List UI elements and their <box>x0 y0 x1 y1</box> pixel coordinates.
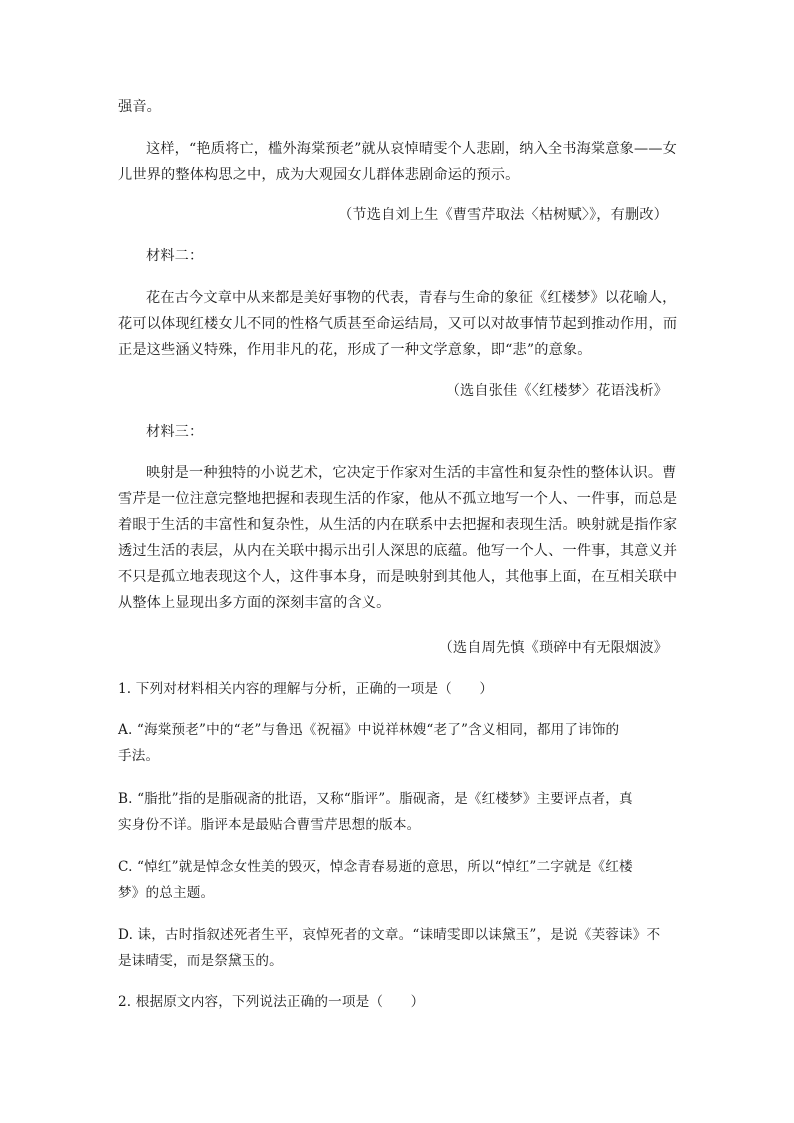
paragraph-line: 雪芹是一位注意完整地把握和表现生活的作家，他从不孤立地写一个人、一件事，而总是 <box>118 491 678 507</box>
option-d: D. 诔，古时指叙述死者生平，哀悼死者的文章。“诔晴雯即以诔黛玉”，是说《芙蓉诔》不 <box>118 927 661 943</box>
paragraph-line: 花可以体现红楼女儿不同的性格气质甚至命运结局，又可以对故事情节起到推动作用，而 <box>118 316 678 332</box>
paragraph-line: 这样，“艳质将亡，槛外海棠预老”就从哀悼晴雯个人悲剧，纳入全书海棠意象——女 <box>146 141 677 157</box>
paragraph-line: 透过生活的表层，从内在关联中揭示出引人深思的底蕴。他写一个人、一件事，其意义并 <box>118 543 678 559</box>
paragraph-line: 映射是一种独特的小说艺术，它决定于作家对生活的丰富性和复杂性的整体认识。曹 <box>146 465 677 481</box>
paragraph-line: 不只是孤立地表现这个人，这件事本身，而是映射到其他人，其他事上面，在互相关联中 <box>118 569 678 585</box>
option-d-cont: 是诔晴雯，而是祭黛玉的。 <box>118 953 283 969</box>
paragraph-line: 着眼于生活的丰富性和复杂性，从生活的内在联系中去把握和表现生活。映射就是指作家 <box>118 517 678 533</box>
option-a: A. “海棠预老”中的“老”与鲁迅《祝福》中说祥林嫂“老了”含义相同，都用了讳饰的 <box>118 722 620 738</box>
paragraph-line: 正是这些涵义特殊，作用非凡的花，形成了一种文学意象，即“悲”的意象。 <box>118 342 592 358</box>
paragraph-line: 儿世界的整体构思之中，成为大观园女儿群体悲剧命运的预示。 <box>118 167 520 183</box>
question-1: 1. 下列对材料相关内容的理解与分析，正确的一项是（ ） <box>118 681 494 697</box>
source-citation: （节选自刘上生《曹雪芹取法〈枯树赋〉》，有删改） <box>338 207 668 223</box>
section-heading: 材料二： <box>146 248 204 264</box>
paragraph-line: 从整体上显现出多方面的深刻丰富的含义。 <box>118 595 391 611</box>
paragraph-line: 花在古今文章中从来都是美好事物的代表，青春与生命的象征《红楼梦》以花喻人， <box>146 290 677 306</box>
option-b: B. “脂批”指的是脂砚斋的批语，又称“脂评”。脂砚斋，是《红楼梦》主要评点者，真 <box>118 791 633 807</box>
text-line: 强音。 <box>118 99 162 115</box>
source-citation: （选自张佳《〈红楼梦〉花语浅析》 <box>445 383 668 399</box>
option-c: C. “悼红”就是悼念女性美的毁灭，悼念青春易逝的意思，所以“悼红”二字就是《红楼 <box>118 859 633 875</box>
option-b-cont: 实身份不详。脂评本是最贴合曹雪芹思想的版本。 <box>118 817 421 833</box>
question-2: 2. 根据原文内容，下列说法正确的一项是（ ） <box>118 994 425 1010</box>
option-c-cont: 梦》的总主题。 <box>118 885 215 901</box>
source-citation: （选自周先慎《琐碎中有无限烟波》 <box>438 640 668 656</box>
option-a-cont: 手法。 <box>118 748 160 764</box>
section-heading: 材料三： <box>146 424 204 440</box>
